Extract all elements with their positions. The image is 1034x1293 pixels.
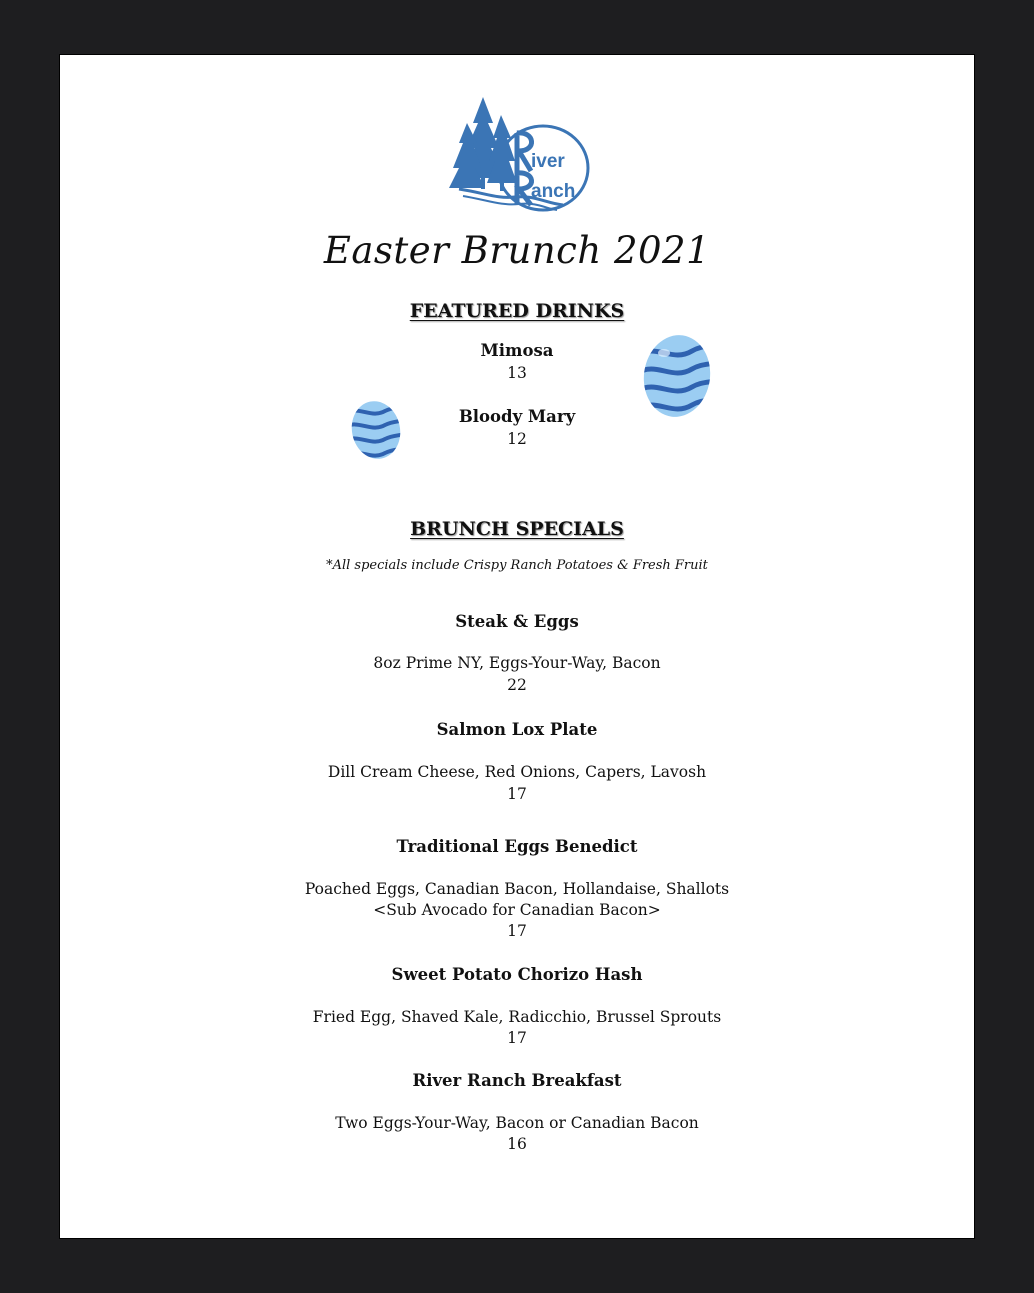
special-substitution: <Sub Avocado for Canadian Bacon> bbox=[373, 901, 661, 919]
brunch-specials-heading: BRUNCH SPECIALS bbox=[410, 518, 624, 540]
special-name: Traditional Eggs Benedict bbox=[396, 837, 638, 856]
special-description: Poached Eggs, Canadian Bacon, Hollandaise, Shallots bbox=[304, 880, 730, 898]
special-price: 22 bbox=[507, 676, 527, 694]
special-price: 17 bbox=[507, 922, 527, 940]
special-name: Steak & Eggs bbox=[455, 612, 579, 631]
special-description: Two Eggs-Your-Way, Bacon or Canadian Bacon bbox=[335, 1114, 699, 1132]
drink-name-mimosa: Mimosa bbox=[480, 341, 554, 360]
logo-text-river: iver bbox=[531, 151, 565, 172]
special-name: Sweet Potato Chorizo Hash bbox=[391, 965, 643, 984]
special-name: River Ranch Breakfast bbox=[412, 1071, 622, 1090]
drink-price-mimosa: 13 bbox=[507, 364, 527, 382]
special-description: 8oz Prime NY, Eggs-Your-Way, Bacon bbox=[373, 654, 661, 672]
easter-egg-icon bbox=[642, 333, 712, 419]
featured-drinks-heading: FEATURED DRINKS bbox=[409, 300, 625, 322]
special-price: 17 bbox=[507, 1029, 527, 1047]
specials-note: *All specials include Crispy Ranch Potatoes & Fresh Fruit bbox=[326, 558, 708, 573]
drink-price-bloody-mary: 12 bbox=[507, 430, 527, 448]
special-price: 16 bbox=[507, 1135, 527, 1153]
special-description: Dill Cream Cheese, Red Onions, Capers, Lavosh bbox=[327, 763, 707, 781]
river-ranch-logo-icon bbox=[445, 93, 595, 218]
page-title: Easter Brunch 2021 bbox=[323, 229, 711, 272]
easter-egg-icon bbox=[349, 399, 403, 461]
menu-page bbox=[60, 55, 974, 1238]
special-price: 17 bbox=[507, 785, 527, 803]
special-description: Fried Egg, Shaved Kale, Radicchio, Brussel Sprouts bbox=[312, 1008, 722, 1026]
drink-name-bloody-mary: Bloody Mary bbox=[458, 407, 576, 426]
logo-text-ranch: anch bbox=[531, 181, 576, 202]
special-name: Salmon Lox Plate bbox=[436, 720, 598, 739]
